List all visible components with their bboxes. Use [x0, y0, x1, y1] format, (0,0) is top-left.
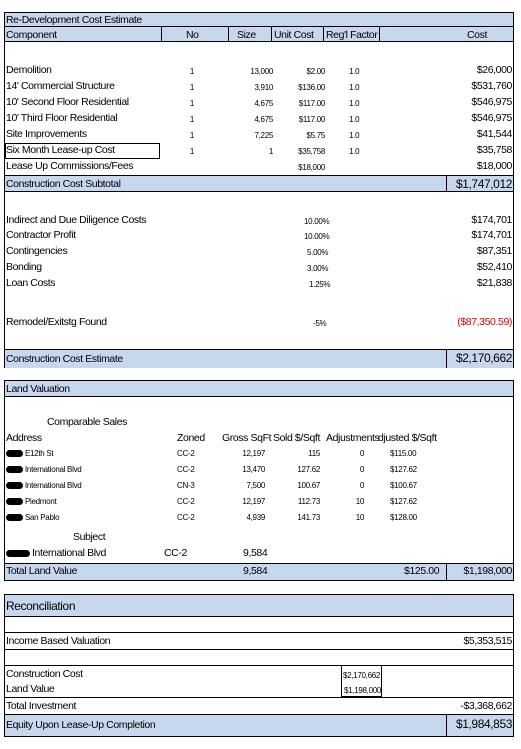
no-value: 1	[189, 99, 195, 108]
soft-cost-label: Loan Costs	[6, 277, 56, 289]
remodel-label: Remodel/Exitstg Found	[6, 316, 107, 328]
comparable-title: Comparable Sales	[47, 416, 127, 428]
land-total-sqft: 9,584	[243, 565, 268, 577]
comp-sold: 127.62	[297, 465, 320, 474]
comp-gross: 7,500	[246, 481, 265, 490]
unit-cost-value: $136.00	[298, 83, 325, 92]
land-total-value: $1,198,000	[463, 565, 512, 577]
redevelopment-header-bar	[5, 27, 513, 42]
size-value: 4,675	[254, 99, 273, 108]
size-value: 1	[268, 147, 273, 156]
soft-cost-label: Bonding	[6, 261, 42, 273]
col-gross-header: Gross SqFt	[222, 432, 272, 444]
income-label: Income Based Valuation	[6, 635, 111, 647]
subject-gross: 9,584	[243, 547, 268, 559]
factor-value: 1.0	[349, 131, 360, 140]
soft-cost-pct: 1.25%	[309, 280, 331, 289]
unit-cost-value: $2.00	[306, 67, 325, 76]
col-no-header: No	[186, 29, 199, 41]
size-value: 13,000	[250, 67, 273, 76]
comp-sold: 141.73	[297, 513, 320, 522]
comp-zoned: CC-2	[177, 513, 195, 522]
comp-adj: 10	[355, 497, 364, 506]
col-unitcost-header: Unit Cost	[274, 29, 314, 41]
comp-address: International Blvd	[25, 481, 82, 490]
soft-cost-value: $174,701	[471, 229, 512, 241]
component-label: Lease Up Commissions/Fees	[6, 160, 134, 172]
land-title: Land Valuation	[6, 383, 70, 395]
no-value: 1	[189, 115, 195, 124]
col-address-header: Address	[6, 432, 42, 444]
size-value: 3,910	[254, 83, 273, 92]
unit-cost-value: $35,758	[298, 147, 325, 156]
subtotal-label: Construction Cost Subtotal	[6, 178, 121, 190]
comp-adj: 0	[359, 481, 364, 490]
comp-gross: 12,197	[242, 497, 265, 506]
unit-cost-value: $18,000	[298, 163, 325, 172]
comp-adj: 0	[359, 465, 364, 474]
component-label: 10' Third Floor Residential	[6, 112, 118, 124]
comp-adj: 0	[359, 449, 364, 458]
no-value: 1	[189, 131, 195, 140]
unit-cost-value: $5.75	[306, 131, 325, 140]
land-section	[4, 380, 514, 581]
soft-cost-label: Contingencies	[6, 245, 68, 257]
cost-value: $531,760	[471, 80, 512, 92]
redevelopment-title: Re-Development Cost Estimate	[6, 14, 142, 26]
size-value: 7,225	[254, 131, 273, 140]
redacted-address	[6, 466, 23, 473]
soft-cost-pct: 10.00%	[304, 217, 330, 226]
no-value: 1	[189, 67, 195, 76]
soft-cost-value: $87,351	[476, 245, 512, 257]
comp-gross: 12,197	[242, 449, 265, 458]
soft-cost-value: $21,838	[476, 277, 512, 289]
equity-label: Equity Upon Lease-Up Completion	[6, 719, 156, 731]
factor-value: 1.0	[349, 83, 360, 92]
comp-adjusted: $100.67	[390, 481, 417, 490]
unit-cost-value: $117.00	[298, 99, 325, 108]
no-value: 1	[189, 147, 195, 156]
equity-value: $1,984,853	[455, 717, 512, 731]
soft-cost-pct: 10.00%	[304, 232, 330, 241]
col-sold-header: Sold $/Sqft	[273, 432, 320, 444]
col-component-header: Component	[6, 29, 57, 41]
col-zoned-header: Zoned	[177, 432, 205, 444]
soft-cost-value: $52,410	[476, 261, 512, 273]
subject-address: International Blvd	[32, 547, 106, 559]
redacted-address	[6, 550, 30, 557]
col-size-header: Size	[237, 29, 256, 41]
col-cost-header: Cost	[467, 29, 487, 41]
comp-sold: 100.67	[297, 481, 320, 490]
cost-value: $546,975	[471, 112, 512, 124]
subject-zoned: CC-2	[164, 547, 187, 559]
comp-sold: 115	[308, 449, 320, 458]
cost-value: $35,758	[476, 144, 512, 156]
component-label: Six Month Lease-up Cost	[6, 144, 115, 156]
comp-sold: 112.73	[297, 497, 320, 506]
comp-gross: 4,939	[246, 513, 265, 522]
soft-cost-value: $174,701	[471, 214, 512, 226]
comp-zoned: CC-2	[177, 497, 195, 506]
soft-cost-label: Contractor Profit	[6, 229, 76, 241]
redacted-address	[6, 498, 23, 505]
investment-label: Total Investment	[6, 700, 77, 712]
component-label: 14' Commercial Structure	[6, 80, 115, 92]
cost-value: $18,000	[476, 160, 512, 172]
cost-value: $26,000	[476, 64, 512, 76]
construction-value: $2,170,662	[343, 671, 381, 680]
soft-cost-label: Indirect and Due Diligence Costs	[6, 214, 147, 226]
investment-value: -$3,368,662	[460, 700, 512, 712]
comp-adjusted: $127.62	[390, 465, 417, 474]
estimate-value: $2,170,662	[455, 351, 512, 365]
comp-adjusted: $127.62	[390, 497, 417, 506]
land-value-label: Land Value	[6, 683, 55, 695]
comp-adj: 10	[355, 513, 364, 522]
comp-address: E12th St	[25, 449, 54, 458]
comp-adjusted: $115.00	[390, 449, 417, 458]
reconciliation-title: Reconciliation	[6, 599, 76, 613]
comp-address: International Blvd	[25, 465, 82, 474]
col-adjustments-header: Adjustments	[326, 432, 380, 444]
unit-cost-value: $117.00	[298, 115, 325, 124]
cost-value: $546,975	[471, 96, 512, 108]
comp-address: San Pablo	[25, 513, 60, 522]
component-label: 10' Second Floor Residential	[6, 96, 129, 108]
subtotal-value: $1,747,012	[455, 177, 512, 191]
redacted-address	[6, 514, 23, 521]
size-value: 4,675	[254, 115, 273, 124]
component-label: Demolition	[6, 64, 52, 76]
land-total-rate: $125.00	[404, 565, 440, 577]
estimate-label: Construction Cost Estimate	[6, 353, 123, 365]
reconciliation-title-bar	[5, 595, 513, 617]
redevelopment-section	[4, 12, 514, 368]
comp-zoned: CC-2	[177, 449, 195, 458]
redacted-address	[6, 450, 23, 457]
remodel-pct: -5%	[313, 319, 327, 328]
soft-cost-pct: 5.00%	[307, 248, 329, 257]
no-value: 1	[189, 83, 195, 92]
comp-adjusted: $128.00	[390, 513, 417, 522]
factor-value: 1.0	[349, 99, 360, 108]
factor-value: 1.0	[349, 147, 360, 156]
cost-value: $41,544	[476, 128, 512, 140]
comp-address: Piedmont	[25, 497, 57, 506]
redacted-address	[6, 482, 23, 489]
col-adjusted-header: djusted $/Sqft	[378, 432, 437, 444]
factor-value: 1.0	[349, 67, 360, 76]
land-total-label: Total Land Value	[6, 565, 78, 577]
component-label: Site Improvements	[6, 128, 87, 140]
remodel-value: ($87,350.59)	[457, 316, 512, 328]
comp-zoned: CC-2	[177, 465, 195, 474]
land-value-value: $1,198,000	[344, 686, 382, 695]
comp-zoned: CN-3	[177, 481, 195, 490]
col-factor-header: Reg'l Factor	[326, 29, 378, 41]
factor-value: 1.0	[349, 115, 360, 124]
comp-gross: 13,470	[242, 465, 265, 474]
reconciliation-section	[4, 594, 514, 737]
construction-label: Construction Cost	[6, 668, 83, 680]
subject-title: Subject	[73, 531, 106, 543]
income-value: $5,353,515	[463, 635, 512, 647]
land-title-bar	[5, 381, 513, 397]
soft-cost-pct: 3.00%	[307, 264, 329, 273]
